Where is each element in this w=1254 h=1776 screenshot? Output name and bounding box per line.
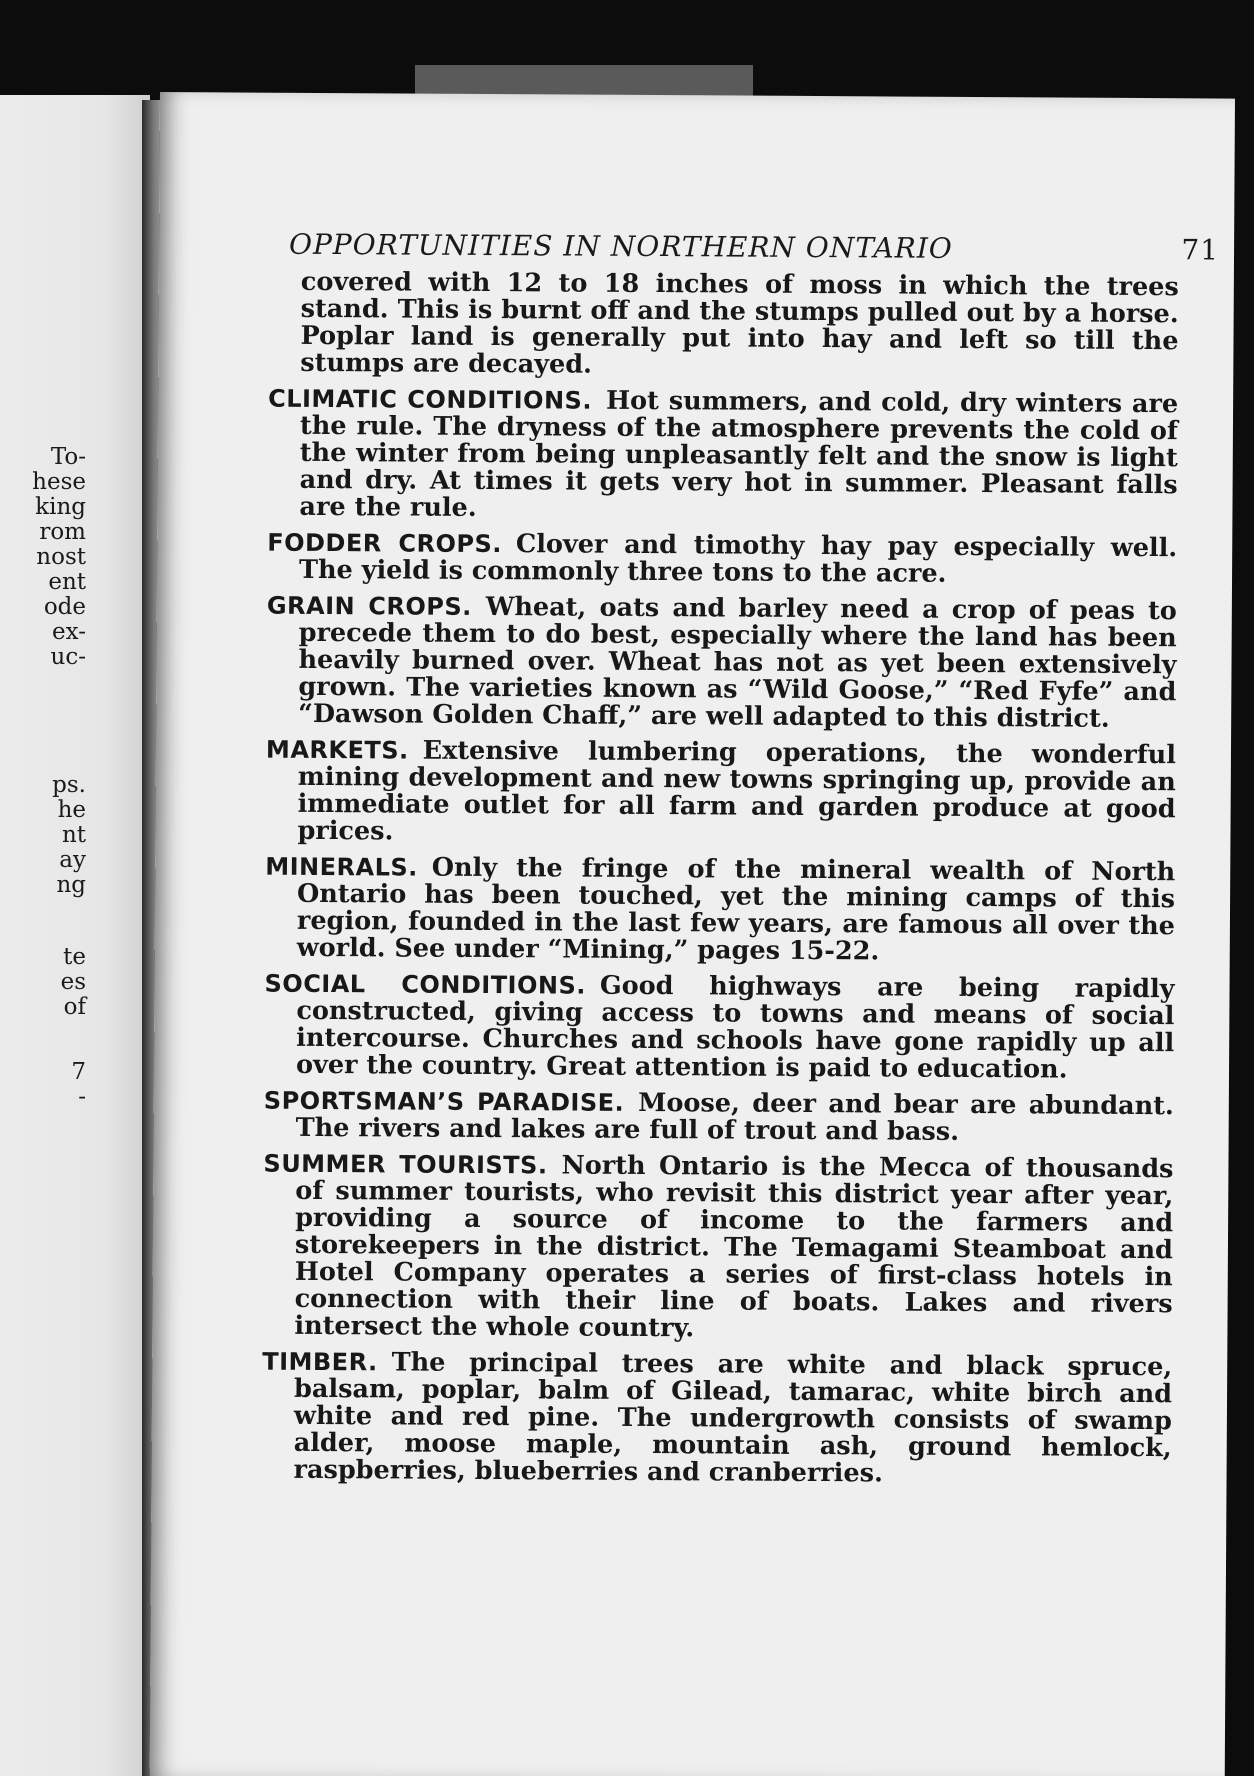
previous-page-fragments-2: ps. he nt ay ng: [52, 772, 86, 898]
section-heading: MARKETS.: [265, 735, 409, 765]
section-fodder-crops: [267, 530, 1177, 590]
section-text: Only the fringe of the mineral wealth of North Ontario has been touched, yet the mining camps of this region, founded in the last few years, are famous all over the world. See under “Mining,” pages 15-22.: [296, 852, 1176, 967]
section-heading: FODDER CROPS.: [267, 528, 503, 559]
previous-page: [0, 95, 150, 1776]
section-heading: MINERALS.: [265, 852, 418, 882]
section-text: Extensive lumbering operations, the wonderful mining development and new towns springing up, provide an immediate outlet for all farm and garden produce at good prices.: [297, 735, 1177, 847]
previous-page-fragments-4: 7 -: [71, 1059, 86, 1110]
section-heading: SOCIAL CONDITIONS.: [264, 969, 587, 1000]
section-heading: GRAIN CROPS.: [266, 591, 472, 621]
section-text: Moose, deer and bear are abundant. The rivers and lakes are full of trout and bass.: [295, 1087, 1174, 1147]
section-heading: TIMBER.: [262, 1347, 378, 1377]
running-head-title: OPPORTUNITIES IN NORTHERN ONTARIO: [288, 227, 953, 265]
section-text: The principal trees are white and black spruce, balsam, poplar, balm of Gilead, tamarac, white birch and white and red pine. The undergrowth consists of swamp alder, moose maple, mountain ash, ground hemlock, raspberries, blueberries and cranberries.: [293, 1347, 1173, 1489]
section-markets: [265, 737, 1176, 851]
previous-page-fragments-3: te es of: [60, 944, 86, 1020]
section-sportsmans-paradise: [264, 1088, 1174, 1148]
section-text: Clover and timothy hay pay especially well. The yield is commonly three tons to the acre.: [298, 529, 1178, 589]
previous-page-fragments-1: To- hese king rom nost ent ode ex- uc-: [32, 444, 86, 670]
intro-paragraph: covered with 12 to 18 inches of moss in which the trees stand. This is burnt off and the stumps pulled out by a horse. Poplar land is generally put into hay and left so till the stumps are decayed.: [300, 266, 1179, 380]
section-heading: CLIMATIC CONDITIONS.: [268, 384, 593, 415]
section-summer-tourists: [262, 1151, 1173, 1346]
page-number: 71: [1181, 233, 1220, 267]
section-text: Wheat, oats and barley need a crop of peas to precede them to do best, especially where the land has been heavily burned over. Wheat has not as yet been extensively grown. The varieties known as “Wild Goose,” “Red Fyfe” and “Dawson Golden Chaff,” are well adapted to this district.: [298, 591, 1177, 734]
section-text: Hot summers, and cold, dry winters are the rule. The dryness of the atmosphere prevents the cold of the winter from being unpleasantly felt and the snow is light and dry. At times it gets very hot in summer. Pleasant falls are the rule.: [299, 385, 1179, 523]
section-climatic-conditions: [267, 386, 1178, 527]
section-text: Good highways are being rapidly constructed, giving access to towns and means of social intercourse. Churches and schools have gone rapidly up all over the country. Great attention is paid to education.: [295, 970, 1175, 1085]
section-text: North Ontario is the Mecca of thousands of summer tourists, who revisit this district year after year, providing a source of income to the farmers and storekeepers in the district. The Temagami Steamboat and Hotel Company operates a series of first-class hotels in connection with their line of boats. Lakes and rivers intersect the whole country.: [294, 1150, 1174, 1344]
section-social-conditions: [264, 971, 1175, 1085]
page-body: [261, 266, 1179, 1499]
section-minerals: [265, 854, 1176, 968]
section-heading: SUMMER TOURISTS.: [263, 1149, 548, 1180]
section-grain-crops: [266, 593, 1177, 734]
section-heading: SPORTSMAN’S PARADISE.: [263, 1086, 625, 1117]
running-head: [289, 228, 1219, 267]
current-page: [150, 92, 1235, 1776]
section-timber: [262, 1349, 1173, 1490]
